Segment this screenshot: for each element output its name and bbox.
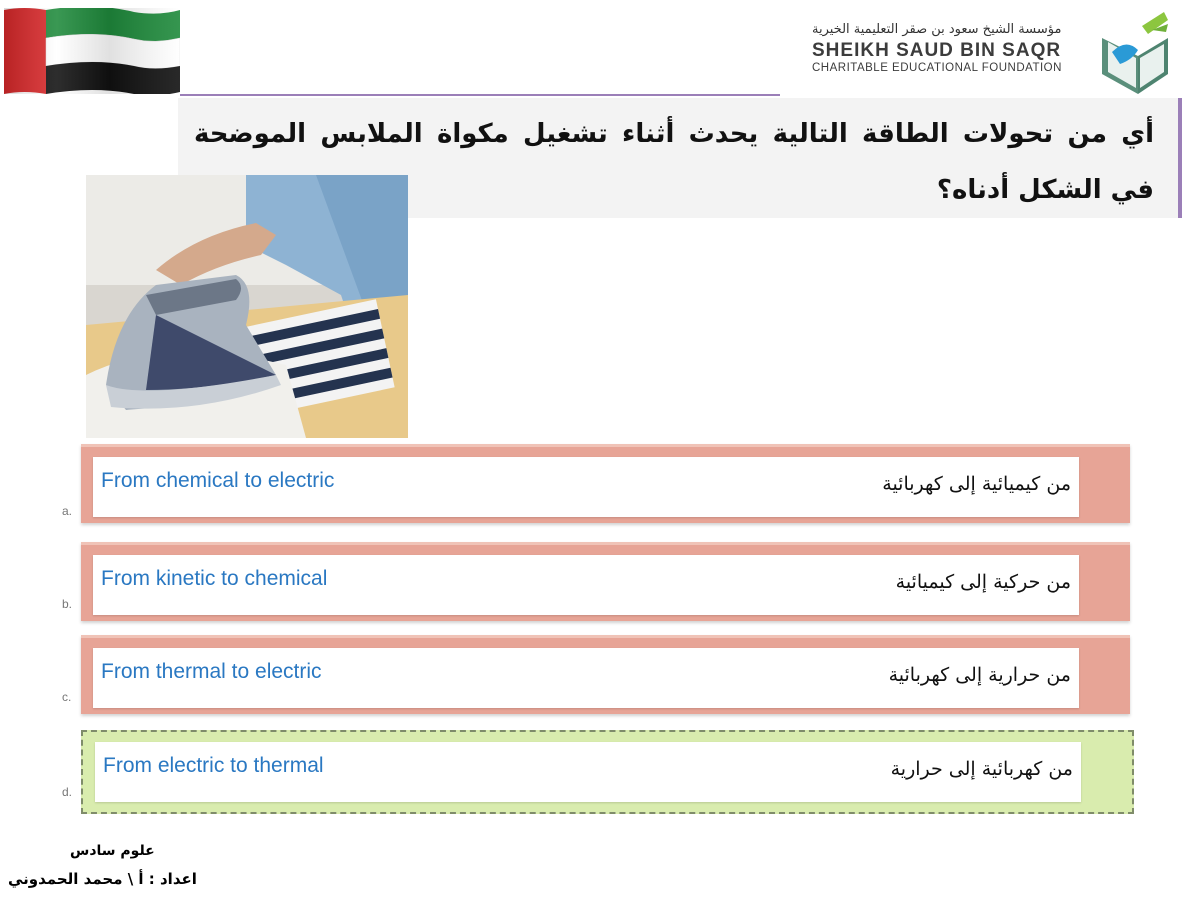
foundation-book-logo-icon xyxy=(1098,8,1170,96)
option-a-label xyxy=(93,457,1079,517)
option-b[interactable] xyxy=(81,542,1130,621)
option-d-english: From electric to thermal xyxy=(103,754,324,777)
option-b-english: From kinetic to chemical xyxy=(101,567,328,590)
option-a-letter: a. xyxy=(62,504,73,518)
logo-english-subtitle: CHARITABLE EDUCATIONAL FOUNDATION xyxy=(812,62,1062,74)
option-c-arabic: من حرارية إلى كهربائية xyxy=(888,664,1071,686)
option-b-label xyxy=(93,555,1079,615)
option-d-correct[interactable] xyxy=(81,730,1134,814)
option-a-english: From chemical to electric xyxy=(101,469,335,492)
author-label: اعداد : أ \ محمد الحمدوني xyxy=(8,870,197,888)
question-text: أي من تحولات الطاقة التالية يحدث أثناء تشغيل مكواة الملابس الموضحة في الشكل أدناه؟ xyxy=(194,119,1154,205)
subject-label: علوم سادس xyxy=(70,843,155,859)
option-c[interactable] xyxy=(81,635,1130,714)
option-c-letter: c. xyxy=(62,690,72,704)
option-d-letter: d. xyxy=(62,785,73,799)
foundation-logo-text xyxy=(812,22,1087,74)
header-divider xyxy=(180,94,780,96)
option-d-label xyxy=(95,742,1081,802)
option-c-english: From thermal to electric xyxy=(101,660,322,683)
logo-arabic: مؤسسة الشيخ سعود بن صقر التعليمية الخيرية xyxy=(812,22,1062,37)
option-a-arabic: من كيميائية إلى كهربائية xyxy=(882,473,1071,495)
option-a[interactable] xyxy=(81,444,1130,523)
logo-english-title: SHEIKH SAUD BIN SAQR xyxy=(812,40,1062,61)
option-c-label xyxy=(93,648,1079,708)
option-d-arabic: من كهربائية إلى حرارية xyxy=(890,758,1073,780)
option-b-letter: b. xyxy=(62,597,73,611)
ironing-photo xyxy=(86,175,408,438)
option-b-arabic: من حركية إلى كيميائية xyxy=(895,571,1071,593)
uae-flag-icon xyxy=(4,8,180,94)
